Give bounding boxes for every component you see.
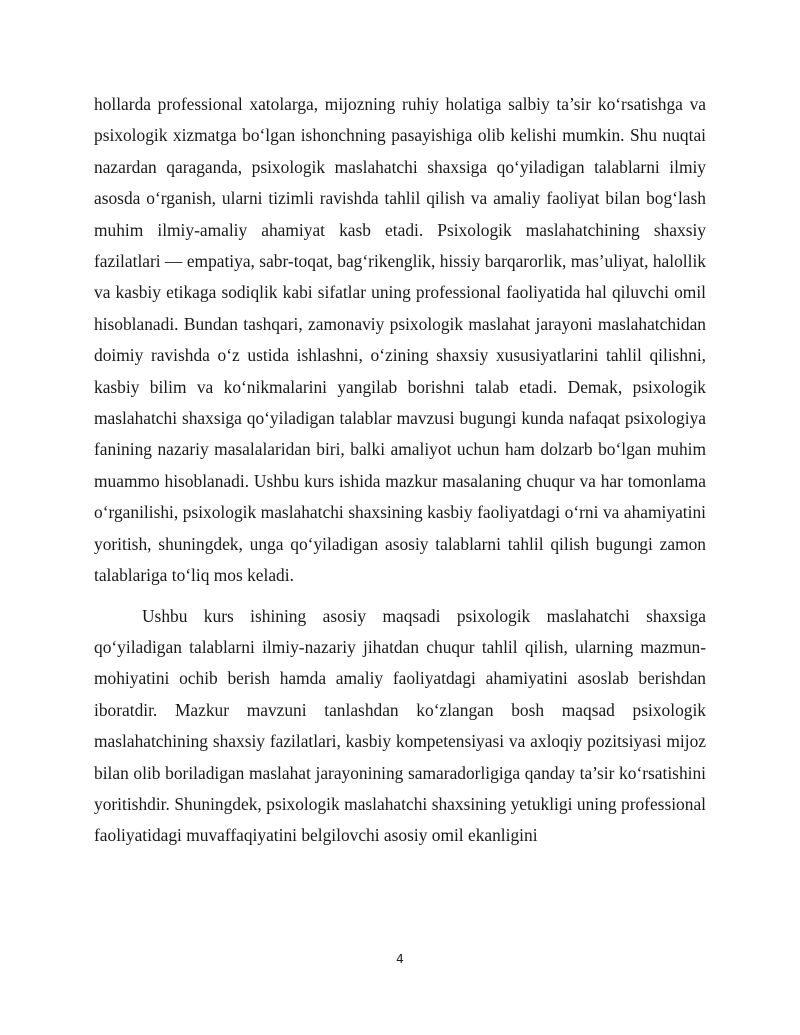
- paragraph-aim: Ushbu kurs ishining asosiy maqsadi psixologik maslahatchi shaxsiga qo‘yiladigan talablarni ilmiy-nazariy jihatdan chuqur tahlil qilish, ularning mazmun-mohiyatini ochib berish hamda amaliy faoliyatdagi ahamiyatini asoslab berishdan iboratdir. Mazkur mavzuni tanlashdan ko‘zlangan bosh maqsad psixologik maslahatchining shaxsiy fazilatlari, kasbiy kompetensiyasi va axloqiy pozitsiyasi mijoz bilan olib boriladigan maslahat jarayonining samaradorligiga qanday ta’sir ko‘rsatishini yoritishdir. Shuningdek, psixologik maslahatchi shaxsining yetukligi uning professional faoliyatidagi muvaffaqiyatini belgilovchi asosiy omil ekanligini: [94, 605, 706, 846]
- paragraph-continuation: hollarda professional xatolarga, mijozning ruhiy holatiga salbiy ta’sir ko‘rsatishga va psixologik xizmatga bo‘lgan ishonchning pasayishiga olib kelishi mumkin. Shu nuqtai nazardan qaraganda, psixologik maslahatchi shaxsiga qo‘yiladigan talablarni ilmiy asosda o‘rganish, ularni tizimli ravishda tahlil qilish va amaliy faoliyat bilan bog‘lash muhim ilmiy-amaliy ahamiyat kasb etadi. Psixologik maslahatchining shaxsiy fazilatlari — empatiya, sabr-toqat, bag‘rikenglik, hissiy barqarorlik, mas’uliyat, halollik va kasbiy etikaga sodiqlik kabi sifatlar uning professional faoliyatida hal qiluvchi omil hisoblanadi. Bundan tashqari, zamonaviy psixologik maslahat jarayoni maslahatchidan doimiy ravishda o‘z ustida ishlashni, o‘zining shaxsiy xususiyatlarini tahlil qilishni, kasbiy bilim va ko‘nikmalarini yangilab borishni talab etadi. Demak, psixologik maslahatchi shaxsiga qo‘yiladigan talablar mavzusi bugungi kunda nafaqat psixologiya fanining nazariy masalalaridan biri, balki amaliyot uchun ham dolzarb bo‘lgan muhim muammo hisoblanadi. Ushbu kurs ishida mazkur masalaning chuqur va har tomonlama o‘rganilishi, psixologik maslahatchi shaxsining kasbiy faoliyatdagi o‘rni va ahamiyatini yoritish, shuningdek, unga qo‘yiladigan asosiy talablarni tahlil qilish bugungi zamon talablariga to‘liq mos keladi.: [94, 94, 706, 586]
- page-number: 4: [396, 952, 404, 966]
- body-text: [94, 89, 706, 852]
